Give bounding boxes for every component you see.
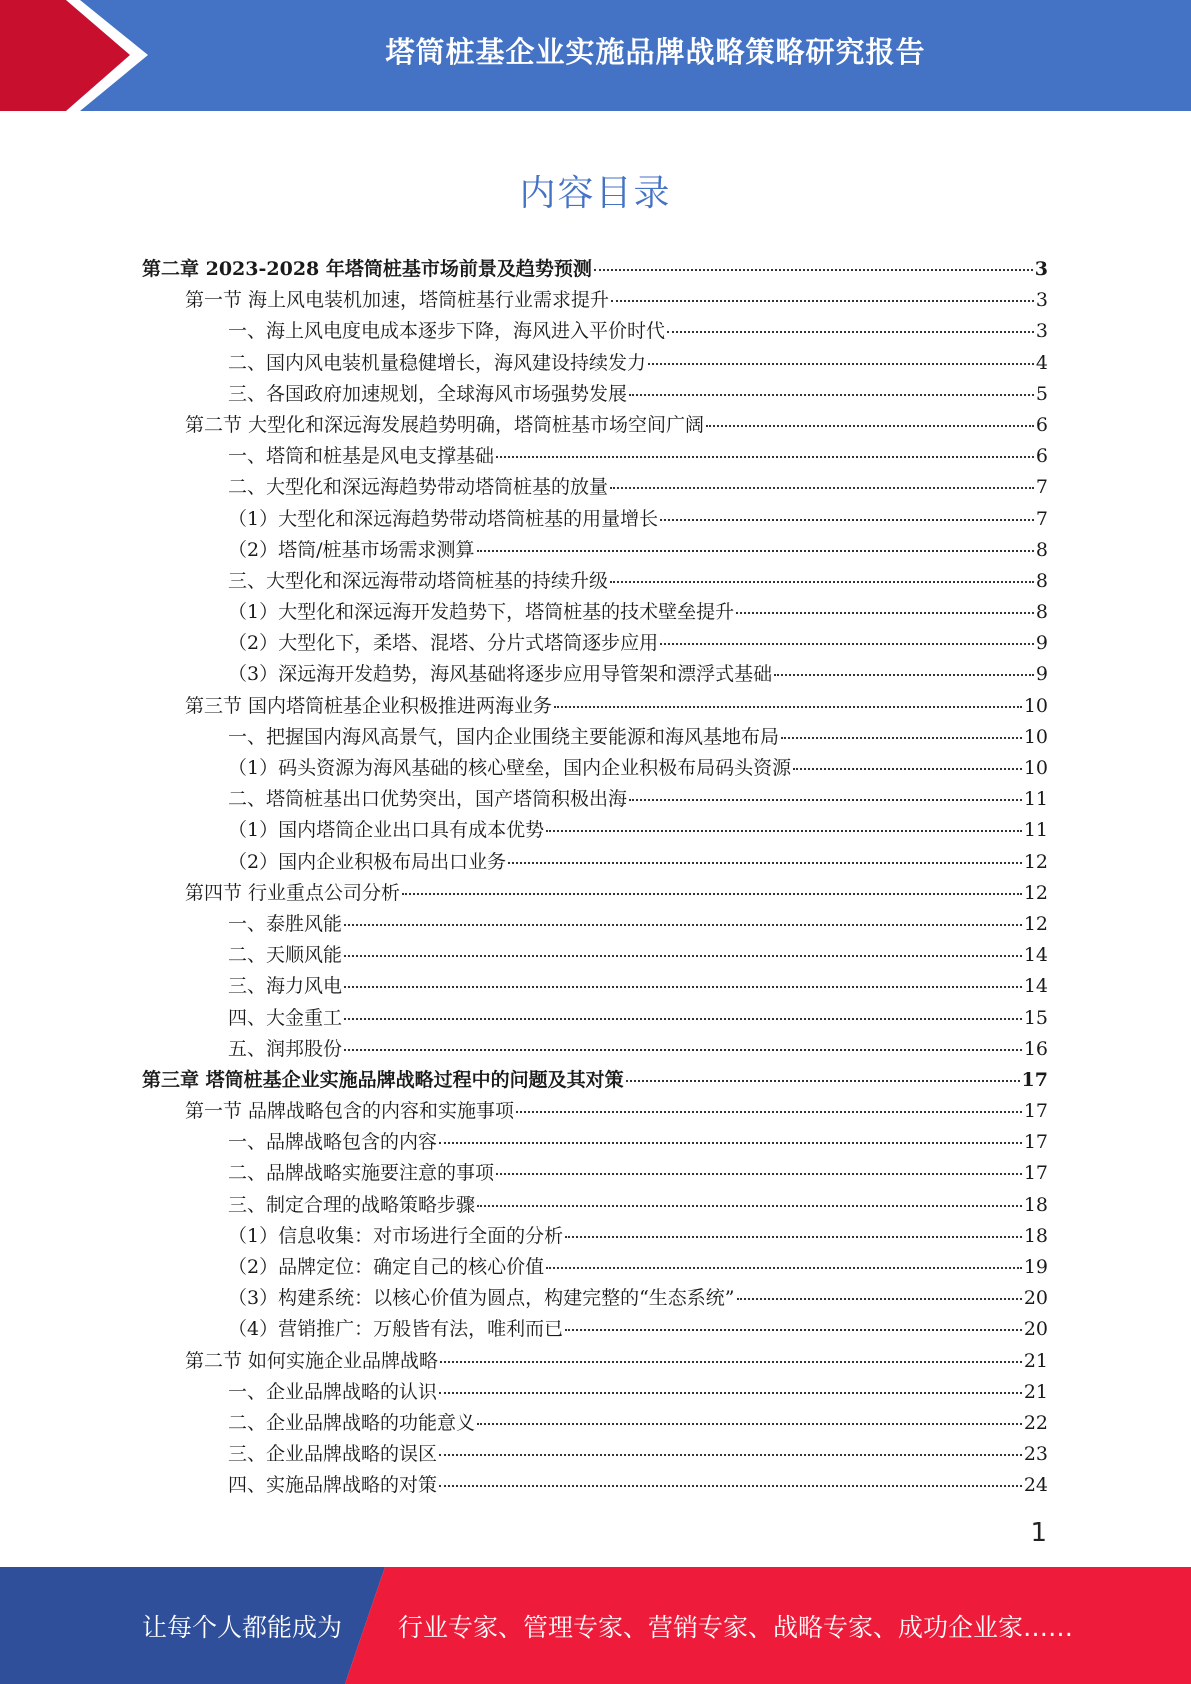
toc-entry-text: （1）大型化和深远海开发趋势下，塔筒桩基的技术壁垒提升 — [228, 601, 735, 624]
toc-entry-page: 17 — [1023, 1100, 1048, 1123]
toc-entry-text: （4）营销推广：万般皆有法，唯利而已 — [228, 1318, 564, 1341]
toc-entry-page: 11 — [1023, 788, 1048, 811]
toc-entry-text: （2）塔筒/桩基市场需求测算 — [228, 538, 475, 561]
toc-entry-page: 18 — [1023, 1224, 1048, 1247]
toc-entry-page: 7 — [1035, 507, 1048, 530]
toc-entry-text: （2）品牌定位：确定自己的核心价值 — [228, 1256, 545, 1278]
toc-entry[interactable] — [142, 285, 1048, 316]
toc-entry[interactable] — [142, 971, 1048, 1002]
toc-entry-text: 第一节 海上风电装机加速，塔筒桩基行业需求提升 — [185, 289, 610, 312]
toc-entry-text: 第三节 国内塔筒桩基企业积极推进两海业务 — [185, 694, 553, 717]
toc-leader-dots — [774, 673, 1034, 676]
toc-entry[interactable] — [142, 1439, 1048, 1470]
toc-entry-page: 9 — [1035, 663, 1048, 686]
toc-leader-dots — [439, 1484, 1022, 1487]
chevron-arrow-icon — [0, 0, 160, 111]
toc-leader-dots — [439, 1453, 1022, 1456]
toc-entry[interactable] — [142, 316, 1048, 347]
toc-entry-page: 3 — [1035, 320, 1048, 343]
toc-leader-dots — [344, 1048, 1022, 1051]
toc-entry-page: 11 — [1023, 819, 1048, 842]
header-banner — [0, 0, 1191, 111]
toc-entry-text: 三、大型化和深远海带动塔筒桩基的持续升级 — [228, 569, 609, 592]
toc-leader-dots — [737, 1297, 1022, 1300]
toc-entry-text: 一、泰胜风能 — [228, 912, 343, 935]
toc-entry-text: （1）码头资源为海风基础的核心壁垒，国内企业积极布局码头资源 — [228, 757, 792, 779]
toc-entry-page: 6 — [1035, 413, 1048, 436]
toc-entry[interactable] — [142, 1065, 1048, 1096]
toc-entry-page: 10 — [1023, 725, 1048, 748]
toc-entry-page: 12 — [1023, 850, 1048, 873]
toc-leader-dots — [594, 268, 1033, 271]
toc-entry[interactable] — [142, 348, 1048, 379]
toc-entry[interactable] — [142, 1314, 1048, 1345]
toc-leader-dots — [706, 424, 1034, 427]
toc-entry-text: 一、海上风电度电成本逐步下降，海风进入平价时代 — [228, 320, 666, 343]
toc-entry[interactable] — [142, 597, 1048, 628]
toc-leader-dots — [439, 1141, 1022, 1144]
toc-entry-page: 10 — [1023, 757, 1048, 779]
toc-entry-page: 12 — [1023, 912, 1048, 935]
toc-leader-dots — [439, 1391, 1022, 1394]
toc-entry-text: 三、各国政府加速规划，全球海风市场强势发展 — [228, 382, 628, 405]
toc-entry[interactable] — [142, 1096, 1048, 1127]
toc-leader-dots — [554, 705, 1022, 708]
toc-entry[interactable] — [142, 815, 1048, 846]
footer-slogan-left: 让每个人都能成为 — [142, 1612, 343, 1642]
toc-entry-text: （3）深远海开发趋势，海风基础将逐步应用导管架和漂浮式基础 — [228, 663, 773, 686]
toc-entry[interactable] — [142, 628, 1048, 659]
toc-entry-page: 14 — [1023, 944, 1048, 967]
toc-entry-text: 三、企业品牌战略的误区 — [228, 1443, 438, 1466]
toc-leader-dots — [344, 923, 1022, 926]
toc-leader-dots — [565, 1328, 1022, 1331]
toc-entry-page: 7 — [1035, 476, 1048, 499]
toc-entry[interactable] — [142, 659, 1048, 690]
toc-entry-text: 四、大金重工 — [228, 1006, 343, 1029]
toc-leader-dots — [667, 330, 1034, 333]
toc-entry[interactable] — [142, 1221, 1048, 1252]
toc-entry-text: 第三章 塔筒桩基企业实施品牌战略过程中的问题及其对策 — [142, 1068, 624, 1091]
toc-entry-text: 一、把握国内海风高景气，国内企业围绕主要能源和海风基地布局 — [228, 725, 780, 748]
toc-leader-dots — [477, 549, 1034, 552]
toc-entry-page: 20 — [1023, 1287, 1048, 1310]
report-title: 塔筒桩基企业实施品牌战略策略研究报告 — [385, 34, 926, 69]
toc-leader-dots — [477, 1204, 1022, 1207]
toc-entry-page: 8 — [1035, 569, 1048, 592]
toc-entry-text: 第四节 行业重点公司分析 — [185, 881, 401, 904]
toc-entry-page: 4 — [1035, 351, 1048, 374]
toc-leader-dots — [496, 1172, 1022, 1175]
toc-leader-dots — [626, 1079, 1020, 1082]
toc-entry-text: 一、品牌战略包含的内容 — [228, 1131, 438, 1154]
toc-entry-page: 8 — [1035, 538, 1048, 561]
toc-leader-dots — [736, 611, 1034, 614]
toc-entry-page: 21 — [1023, 1349, 1048, 1372]
toc-entry-text: 二、大型化和深远海趋势带动塔筒桩基的放量 — [228, 476, 609, 499]
toc-leader-dots — [546, 829, 1022, 832]
toc-entry-text: 二、国内风电装机量稳健增长，海风建设持续发力 — [228, 351, 647, 374]
toc-entry-text: 第二节 如何实施企业品牌战略 — [185, 1349, 439, 1372]
toc-entry-text: 一、塔筒和桩基是风电支撑基础 — [228, 445, 495, 468]
footer-banner — [0, 1567, 1191, 1684]
toc-entry-text: 二、品牌战略实施要注意的事项 — [228, 1162, 495, 1185]
toc-entry-page: 19 — [1023, 1256, 1048, 1278]
toc-leader-dots — [648, 362, 1034, 365]
toc-entry[interactable] — [142, 1408, 1048, 1439]
toc-leader-dots — [496, 455, 1034, 458]
toc-entry-page: 12 — [1023, 881, 1048, 904]
toc-entry-text: 第二节 大型化和深远海发展趋势明确，塔筒桩基市场空间广阔 — [185, 413, 705, 436]
toc-entry-page: 14 — [1023, 975, 1048, 998]
toc-leader-dots — [546, 1266, 1022, 1269]
toc-entry-page: 23 — [1023, 1443, 1048, 1466]
toc-leader-dots — [629, 798, 1022, 801]
toc-entry[interactable] — [142, 379, 1048, 410]
toc-entry-page: 18 — [1023, 1193, 1048, 1216]
toc-leader-dots — [440, 1360, 1022, 1363]
toc-leader-dots — [660, 642, 1034, 645]
toc-leader-dots — [344, 985, 1022, 988]
toc-entry-text: 二、天顺风能 — [228, 944, 343, 967]
toc-entry[interactable] — [142, 878, 1048, 909]
toc-entry[interactable] — [142, 472, 1048, 503]
toc-entry[interactable] — [142, 1346, 1048, 1377]
toc-entry[interactable] — [142, 909, 1048, 940]
toc-entry-text: 三、制定合理的战略策略步骤 — [228, 1193, 476, 1216]
toc-leader-dots — [629, 393, 1034, 396]
toc-entry-text: 二、塔筒桩基出口优势突出，国产塔筒积极出海 — [228, 788, 628, 811]
toc-entry[interactable] — [142, 1377, 1048, 1408]
toc-entry-page: 3 — [1034, 258, 1048, 280]
toc-entry-page: 5 — [1035, 382, 1048, 405]
toc-entry-page: 6 — [1035, 445, 1048, 468]
toc-leader-dots — [508, 861, 1022, 864]
toc-entry-page: 17 — [1021, 1068, 1048, 1091]
toc-entry-text: 一、企业品牌战略的认识 — [228, 1380, 438, 1403]
toc-entry-page: 17 — [1023, 1162, 1048, 1185]
toc-entry[interactable] — [142, 1470, 1048, 1501]
toc-entry-page: 16 — [1023, 1037, 1048, 1060]
toc-entry[interactable] — [142, 1003, 1048, 1034]
table-of-contents — [142, 254, 1048, 1502]
toc-entry-text: （1）国内塔筒企业出口具有成本优势 — [228, 819, 545, 842]
toc-leader-dots — [610, 580, 1034, 583]
toc-heading: 内容目录 — [519, 173, 672, 214]
toc-entry-text: （3）构建系统：以核心价值为圆点，构建完整的“生态系统” — [228, 1287, 735, 1310]
toc-leader-dots — [565, 1235, 1022, 1238]
toc-entry[interactable] — [142, 1034, 1048, 1065]
toc-leader-dots — [793, 767, 1022, 770]
toc-entry-page: 8 — [1035, 601, 1048, 624]
toc-entry-page: 22 — [1023, 1411, 1048, 1434]
toc-entry[interactable] — [142, 566, 1048, 597]
toc-entry[interactable] — [142, 410, 1048, 441]
toc-entry-text: 四、实施品牌战略的对策 — [228, 1474, 438, 1497]
toc-entry-page: 21 — [1023, 1380, 1048, 1403]
toc-leader-dots — [611, 299, 1034, 302]
toc-entry[interactable] — [142, 254, 1048, 285]
toc-entry[interactable] — [142, 1127, 1048, 1158]
toc-entry-text: 第二章 2023-2028 年塔筒桩基市场前景及趋势预测 — [142, 258, 592, 280]
toc-entry-text: 二、企业品牌战略的功能意义 — [228, 1411, 476, 1434]
toc-entry[interactable] — [142, 1252, 1048, 1283]
toc-entry-page: 17 — [1023, 1131, 1048, 1154]
toc-leader-dots — [344, 1017, 1022, 1020]
toc-entry-text: 五、润邦股份 — [228, 1037, 343, 1060]
toc-leader-dots — [344, 954, 1022, 957]
toc-entry-text: （2）大型化下，柔塔、混塔、分片式塔筒逐步应用 — [228, 632, 659, 655]
toc-entry[interactable] — [142, 691, 1048, 722]
toc-leader-dots — [660, 518, 1034, 521]
toc-entry[interactable] — [142, 441, 1048, 472]
toc-leader-dots — [402, 892, 1022, 895]
toc-entry-text: （2）国内企业积极布局出口业务 — [228, 850, 507, 873]
toc-entry-page: 10 — [1023, 694, 1048, 717]
toc-entry[interactable] — [142, 1283, 1048, 1314]
footer-slogan-right: 行业专家、管理专家、营销专家、战略专家、成功企业家…… — [398, 1612, 1074, 1642]
toc-leader-dots — [610, 486, 1034, 489]
toc-entry-text: 第一节 品牌战略包含的内容和实施事项 — [185, 1100, 515, 1123]
toc-entry-text: （1）大型化和深远海趋势带动塔筒桩基的用量增长 — [228, 507, 659, 530]
toc-entry[interactable] — [142, 1190, 1048, 1221]
toc-leader-dots — [781, 736, 1022, 739]
toc-entry[interactable] — [142, 753, 1048, 784]
toc-entry[interactable] — [142, 940, 1048, 971]
toc-entry[interactable] — [142, 847, 1048, 878]
toc-entry[interactable] — [142, 1158, 1048, 1189]
toc-entry-page: 9 — [1035, 632, 1048, 655]
toc-entry-page: 15 — [1023, 1006, 1048, 1029]
toc-leader-dots — [516, 1110, 1022, 1113]
toc-entry-page: 3 — [1035, 289, 1048, 312]
page-number: 1 — [1030, 1518, 1047, 1548]
toc-leader-dots — [477, 1422, 1022, 1425]
toc-entry-page: 24 — [1023, 1474, 1048, 1497]
toc-entry[interactable] — [142, 504, 1048, 535]
toc-entry[interactable] — [142, 784, 1048, 815]
toc-entry[interactable] — [142, 535, 1048, 566]
toc-entry[interactable] — [142, 722, 1048, 753]
toc-entry-text: （1）信息收集：对市场进行全面的分析 — [228, 1224, 564, 1247]
toc-entry-text: 三、海力风电 — [228, 975, 343, 998]
toc-entry-page: 20 — [1023, 1318, 1048, 1341]
